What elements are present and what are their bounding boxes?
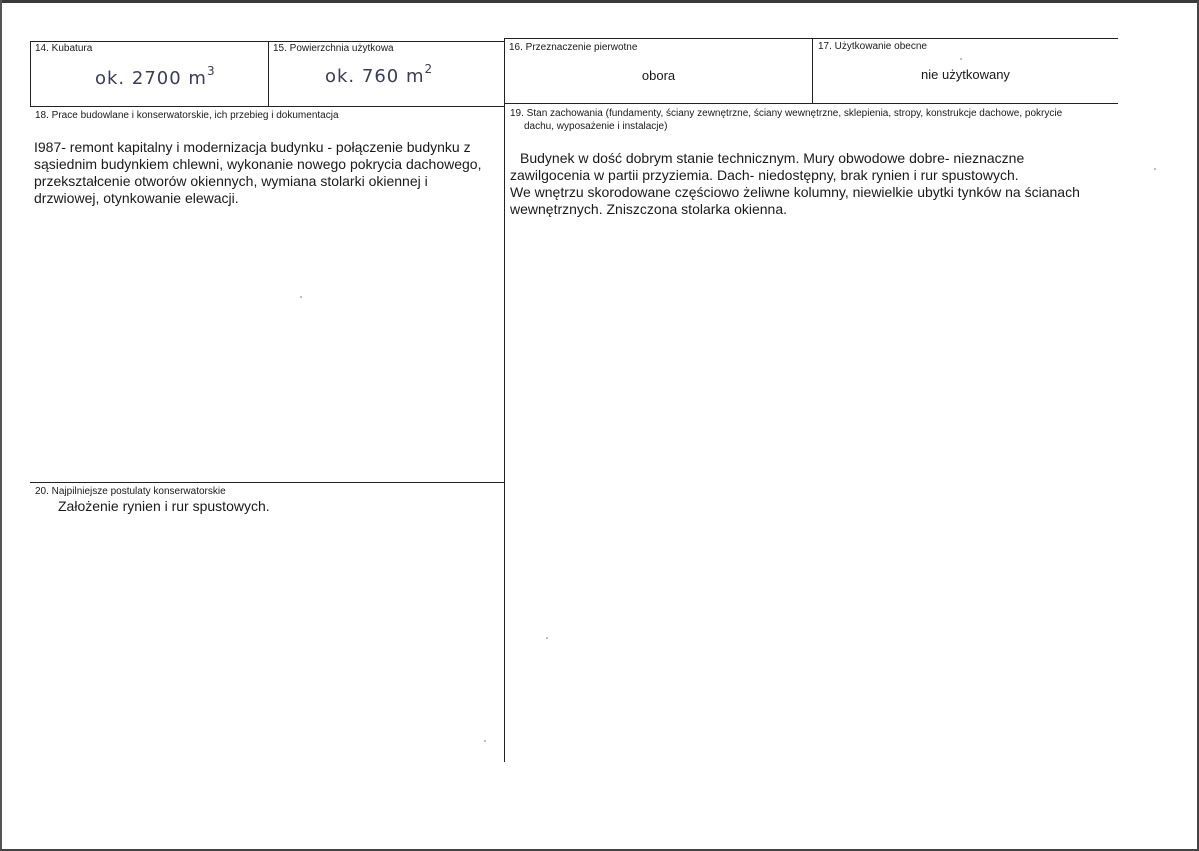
rule-top-left [30, 41, 504, 42]
field-17-value: nie użytkowany [921, 67, 1010, 82]
scan-border-left [0, 0, 2, 851]
rule-divider-14-15 [268, 41, 269, 107]
field-18-line: drzwiowej, otynkowanie elewacji. [34, 190, 239, 206]
rule-top-right [504, 38, 1118, 39]
field-15-label: 15. Powierzchnia użytkowa [273, 43, 394, 54]
field-14-unit-exponent: 3 [206, 64, 216, 78]
field-18-line: I987- remont kapitalny i modernizacja budynku - połączenie budynku z [34, 139, 471, 155]
rule-field-20 [30, 482, 504, 483]
rule-left-edge [30, 41, 31, 107]
field-19-label-line: dachu, wyposażenie i instalacje) [524, 121, 668, 132]
field-15-unit-exponent: 2 [424, 62, 434, 76]
field-19-text [510, 150, 1116, 218]
field-16-label: 16. Przeznaczenie pierwotne [509, 42, 638, 53]
field-18-line: przekształcenie otworów okiennych, wymiana stolarki okiennej i [34, 173, 428, 189]
field-19-line: We wnętrzu skorodowane częściowo żeliwne kolumny, niewielkie ubytki tynków na ścianach [510, 184, 1080, 200]
field-17-label: 17. Użytkowanie obecne [818, 41, 927, 52]
rule-center [504, 38, 505, 762]
field-14-value: ok. 2700 m [95, 68, 207, 89]
field-18-text [34, 139, 500, 207]
field-15-handwritten-value [325, 64, 433, 87]
scan-speck [546, 637, 548, 639]
scan-speck [1154, 168, 1156, 170]
field-19-label [510, 107, 1116, 133]
scan-border-top [0, 0, 1199, 3]
field-14-handwritten-value [95, 66, 216, 89]
field-19-line: Budynek w dość dobrym stanie technicznym. Mury obwodowe dobre- nieznaczne [520, 150, 1025, 166]
field-16-value: obora [641, 68, 676, 83]
field-15-value: ok. 760 m [325, 66, 425, 87]
field-18-line: sąsiednim budynkiem chlewni, wykonanie nowego pokrycia dachowego, [34, 156, 482, 172]
field-18-label: 18. Prace budowlane i konserwatorskie, ich przebieg i dokumentacja [35, 110, 339, 121]
rule-mid-left [30, 106, 504, 107]
field-20-label: 20. Najpilniejsze postulaty konserwatorskie [35, 486, 226, 497]
scan-speck [960, 58, 962, 60]
rule-mid-right [504, 103, 1118, 104]
field-14-label: 14. Kubatura [35, 43, 93, 54]
field-19-label-line: 19. Stan zachowania (fundamenty, ściany zewnętrzne, ściany wewnętrzne, sklepienia, stropy, konstrukcje dachowe, pokrycie [510, 108, 1063, 119]
field-19-line: wewnętrznych. Zniszczona stolarka okienna. [510, 201, 788, 217]
scan-speck [300, 296, 302, 298]
scan-speck [484, 740, 486, 742]
field-19-line: zawilgocenia w partii przyziemia. Dach- niedostępny, brak rynien i rur spustowych. [510, 167, 1019, 183]
field-20-value: Założenie rynien i rur spustowych. [58, 498, 270, 514]
